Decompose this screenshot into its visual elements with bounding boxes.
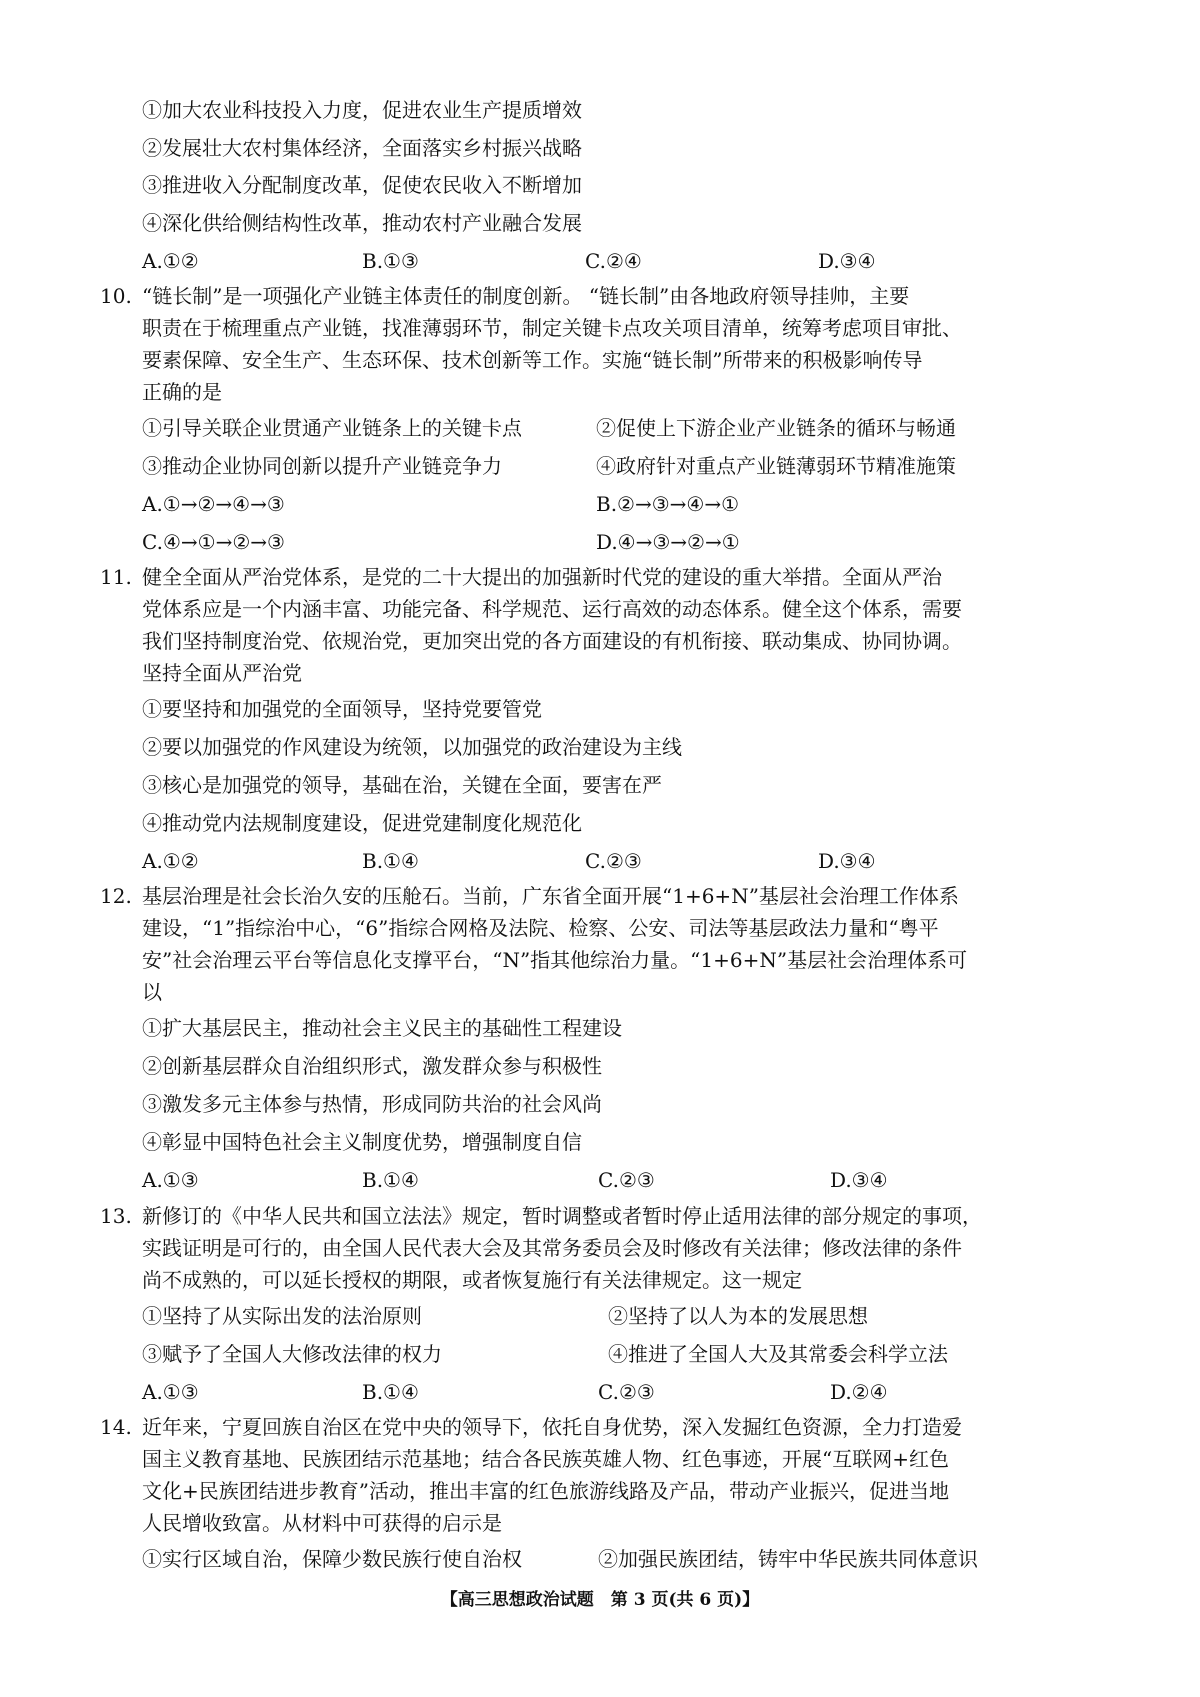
q12-option-4: ④彰显中国特色社会主义制度优势，增强制度自信 [142, 1130, 582, 1154]
q9-answer-d: D.③④ [818, 249, 876, 273]
q12-answer-c: C.②③ [598, 1168, 655, 1192]
q10-answer-a: A.①→②→④→③ [142, 492, 285, 516]
q12-number: 12. [100, 884, 132, 908]
q11-stem-line-2: 党体系应是一个内涵丰富、功能完备、科学规范、运行高效的动态体系。健全这个体系，需要 [142, 597, 962, 621]
q10-option-1: ①引导关联企业贯通产业链条上的关键卡点 [142, 416, 522, 440]
q14-stem-line-3: 文化+民族团结进步教育”活动，推出丰富的红色旅游线路及产品，带动产业振兴，促进当地 [142, 1479, 949, 1503]
q13-answer-c: C.②③ [598, 1380, 655, 1404]
q10-stem-line-2: 职责在于梳理重点产业链，找准薄弱环节，制定关键卡点攻关项目清单，统筹考虑项目审批、 [142, 316, 962, 340]
q14-option-2: ②加强民族团结，铸牢中华民族共同体意识 [598, 1547, 978, 1571]
q12-answer-a: A.①③ [142, 1168, 199, 1192]
q12-stem-line-4: 以 [142, 980, 162, 1004]
q10-option-4: ④政府针对重点产业链薄弱环节精准施策 [596, 454, 956, 478]
q13-answer-b: B.①④ [362, 1380, 419, 1404]
q11-option-3: ③核心是加强党的领导，基础在治，关键在全面，要害在严 [142, 773, 662, 797]
q14-stem-line-2: 国主义教育基地、民族团结示范基地；结合各民族英雄人物、红色事迹，开展“互联网+红色 [142, 1447, 949, 1471]
q13-option-3: ③赋予了全国人大修改法律的权力 [142, 1342, 442, 1366]
page-footer: 【高三思想政治试题 第 3 页(共 6 页)】 [440, 1590, 760, 1610]
q13-stem-line-2: 实践证明是可行的，由全国人民代表大会及其常务委员会及时修改有关法律；修改法律的条件 [142, 1236, 962, 1260]
q14-number: 14. [100, 1415, 132, 1439]
q10-answer-b: B.②→③→④→① [596, 492, 740, 516]
q10-number: 10. [100, 284, 132, 308]
q13-answer-a: A.①③ [142, 1380, 199, 1404]
q11-number: 11. [100, 565, 132, 589]
q12-stem-line-1: 基层治理是社会长治久安的压舱石。当前，广东省全面开展“1+6+N”基层社会治理工作体系 [142, 884, 959, 908]
q13-stem-line-1: 新修订的《中华人民共和国立法法》规定，暂时调整或者暂时停止适用法律的部分规定的事项， [142, 1204, 982, 1228]
q12-answer-d: D.③④ [830, 1168, 888, 1192]
q13-answer-d: D.②④ [830, 1380, 888, 1404]
q11-answer-b: B.①④ [362, 849, 419, 873]
q9-answer-b: B.①③ [362, 249, 419, 273]
q11-option-2: ②要以加强党的作风建设为统领，以加强党的政治建设为主线 [142, 735, 682, 759]
q11-answer-d: D.③④ [818, 849, 876, 873]
q11-answer-c: C.②③ [585, 849, 642, 873]
q13-option-4: ④推进了全国人大及其常委会科学立法 [608, 1342, 948, 1366]
q11-answer-a: A.①② [142, 849, 199, 873]
q12-stem-line-2: 建设，“1”指综治中心，“6”指综合网格及法院、检察、公安、司法等基层政法力量和“粤平 [142, 916, 939, 940]
q10-option-2: ②促使上下游企业产业链条的循环与畅通 [596, 416, 956, 440]
q13-number: 13. [100, 1204, 132, 1228]
q11-option-1: ①要坚持和加强党的全面领导，坚持党要管党 [142, 697, 542, 721]
q12-option-2: ②创新基层群众自治组织形式，激发群众参与积极性 [142, 1054, 602, 1078]
q11-stem-line-4: 坚持全面从严治党 [142, 661, 302, 685]
q14-stem-line-1: 近年来，宁夏回族自治区在党中央的领导下，依托自身优势，深入发掘红色资源，全力打造爱 [142, 1415, 962, 1439]
q11-option-4: ④推动党内法规制度建设，促进党建制度化规范化 [142, 811, 582, 835]
q9-option-1: ①加大农业科技投入力度，促进农业生产提质增效 [142, 98, 582, 122]
q12-answer-b: B.①④ [362, 1168, 419, 1192]
q12-option-3: ③激发多元主体参与热情，形成同防共治的社会风尚 [142, 1092, 602, 1116]
q10-stem-line-1: “链长制”是一项强化产业链主体责任的制度创新。 “链长制”由各地政府领导挂帅，主要 [142, 284, 910, 308]
q13-option-1: ①坚持了从实际出发的法治原则 [142, 1304, 422, 1328]
q10-answer-d: D.④→③→②→① [596, 530, 740, 554]
q10-stem-line-4: 正确的是 [142, 380, 222, 404]
q13-stem-line-3: 尚不成熟的，可以延长授权的期限，或者恢复施行有关法律规定。这一规定 [142, 1268, 802, 1292]
q11-stem-line-1: 健全全面从严治党体系，是党的二十大提出的加强新时代党的建设的重大举措。全面从严治 [142, 565, 942, 589]
q9-option-2: ②发展壮大农村集体经济，全面落实乡村振兴战略 [142, 136, 582, 160]
q12-stem-line-3: 安”社会治理云平台等信息化支撑平台，“N”指其他综治力量。“1+6+N”基层社会治理体系可 [142, 948, 968, 972]
q11-stem-line-3: 我们坚持制度治党、依规治党，更加突出党的各方面建设的有机衔接、联动集成、协同协调。 [142, 629, 962, 653]
q13-option-2: ②坚持了以人为本的发展思想 [608, 1304, 868, 1328]
q10-answer-c: C.④→①→②→③ [142, 530, 285, 554]
q14-stem-line-4: 人民增收致富。从材料中可获得的启示是 [142, 1511, 502, 1535]
q12-option-1: ①扩大基层民主，推动社会主义民主的基础性工程建设 [142, 1016, 622, 1040]
q9-answer-a: A.①② [142, 249, 199, 273]
q9-option-3: ③推进收入分配制度改革，促使农民收入不断增加 [142, 173, 582, 197]
q10-option-3: ③推动企业协同创新以提升产业链竞争力 [142, 454, 502, 478]
q9-option-4: ④深化供给侧结构性改革，推动农村产业融合发展 [142, 211, 582, 235]
q10-stem-line-3: 要素保障、安全生产、生态环保、技术创新等工作。实施“链长制”所带来的积极影响传导 [142, 348, 923, 372]
q14-option-1: ①实行区域自治，保障少数民族行使自治权 [142, 1547, 522, 1571]
q9-answer-c: C.②④ [585, 249, 642, 273]
